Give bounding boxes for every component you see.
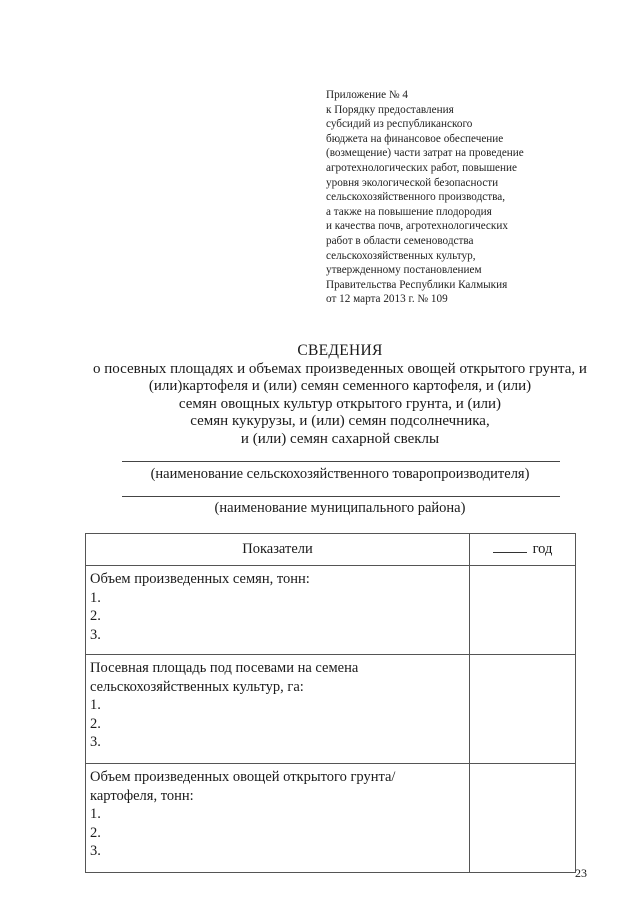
table-header-row	[86, 534, 576, 566]
appendix-line: уровня экологической безопасности	[326, 176, 499, 189]
indicator-text: Посевная площадь под посевами на семена	[90, 660, 359, 676]
table-row	[86, 655, 576, 764]
appendix-line: бюджета на финансовое обеспечение	[326, 132, 504, 145]
appendix-line: сельскохозяйственных культур,	[326, 249, 476, 262]
table-row	[86, 764, 576, 873]
district-name-line[interactable]	[122, 496, 560, 497]
appendix-line: субсидий из республиканского	[326, 118, 473, 131]
indicator-item: 3.	[90, 626, 101, 643]
appendix-note	[326, 88, 626, 307]
year-value-cell[interactable]	[470, 566, 576, 655]
appendix-line: и качества почв, агротехнологических	[326, 220, 508, 233]
appendix-line: утвержденному постановлением	[326, 264, 482, 277]
title-line: семян овощных культур открытого грунта, и (или)	[178, 395, 502, 412]
table-row	[86, 566, 576, 655]
title-line: семян кукурузы, и (или) семян подсолнечника,	[190, 413, 490, 430]
year-value-cell[interactable]	[470, 655, 576, 764]
indicators-table	[85, 533, 576, 873]
producer-name-line[interactable]	[122, 461, 560, 462]
appendix-line: сельскохозяйственного производства,	[326, 191, 506, 204]
indicator-item: 1.	[90, 589, 101, 606]
indicator-item: 1.	[90, 806, 101, 823]
title-line: (или)картофеля и (или) семян семенного картофеля, и (или)	[148, 378, 532, 395]
header-year	[470, 534, 576, 566]
indicator-cell	[86, 655, 470, 764]
indicator-cell	[86, 566, 470, 655]
appendix-line: а также на повышение плодородия	[326, 205, 492, 218]
appendix-line: Приложение № 4	[326, 89, 408, 101]
indicator-cell	[86, 764, 470, 873]
document-title	[60, 342, 620, 449]
indicator-item: 2.	[90, 715, 101, 732]
indicator-text: Объем произведенных семян, тонн:	[90, 571, 310, 587]
header-year-label: год	[532, 541, 553, 558]
appendix-line: Правительства Республики Калмыкия	[326, 278, 508, 291]
producer-name-caption: (наименование сельскохозяйственного товаропроизводителя)	[150, 466, 530, 482]
title-line: о посевных площадях и объемах произведенных овощей открытого грунта, и	[93, 360, 587, 377]
appendix-line: работ в области семеноводства	[326, 234, 474, 247]
indicator-item: 3.	[90, 734, 101, 751]
page-number: 23	[575, 866, 587, 880]
indicator-item: 1.	[90, 697, 101, 714]
indicator-item: 2.	[90, 824, 101, 841]
indicator-text: Объем произведенных овощей открытого грунта/	[90, 769, 396, 785]
indicator-item: 2.	[90, 608, 101, 625]
appendix-line: (возмещение) части затрат на проведение	[326, 147, 524, 160]
indicator-text: сельскохозяйственных культур, га:	[90, 678, 304, 695]
title-heading: СВЕДЕНИЯ	[297, 342, 383, 359]
header-indicators: Показатели	[86, 534, 470, 566]
appendix-line: агротехнологических работ, повышение	[326, 161, 517, 174]
indicator-text: картофеля, тонн:	[90, 787, 194, 804]
appendix-line: от 12 марта 2013 г. № 109	[326, 293, 448, 306]
indicator-item: 3.	[90, 843, 101, 860]
year-blank-line[interactable]	[493, 540, 527, 553]
title-line: и (или) семян сахарной свеклы	[240, 430, 440, 447]
district-name-caption: (наименование муниципального района)	[214, 500, 466, 516]
year-value-cell[interactable]	[470, 764, 576, 873]
appendix-line: к Порядку предоставления	[326, 103, 454, 116]
